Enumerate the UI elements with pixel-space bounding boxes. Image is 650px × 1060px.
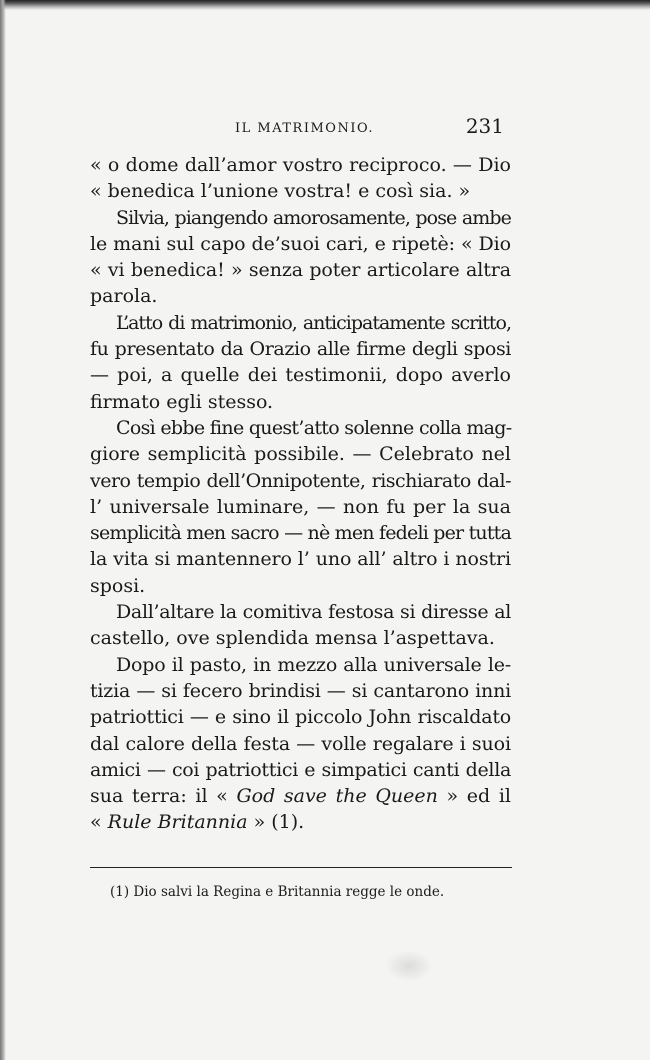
text-line: giore semplicità possibile. — Celebrato nel bbox=[90, 443, 511, 466]
song-title-italic: God save the Queen bbox=[236, 785, 438, 808]
footnote-rule bbox=[90, 867, 512, 868]
text-line: tizia — si fecero brindisi — si cantarono inni bbox=[90, 679, 511, 702]
page-left-shadow bbox=[0, 0, 6, 1060]
text-line: L’atto di matrimonio, anticipatamente scritto, bbox=[116, 311, 511, 334]
text-segment: sua terra: il « bbox=[90, 785, 228, 808]
text-line: « benedica l’unione vostra! e così sia. » bbox=[90, 180, 471, 203]
song-title-italic: Rule Britannia bbox=[107, 811, 248, 834]
text-line: sposi. bbox=[90, 574, 146, 597]
running-title: IL MATRIMONIO. bbox=[235, 121, 374, 136]
text-line: Dopo il pasto, in mezzo alla universale le- bbox=[116, 653, 511, 676]
text-line-mixed bbox=[90, 783, 511, 809]
text-line: parola. bbox=[90, 285, 158, 308]
text-segment: » ed il bbox=[446, 785, 512, 808]
text-line: fu presentato da Orazio alle firme degli sposi bbox=[90, 338, 511, 361]
text-line: la vita si mantennero l’ uno all’ altro i nostri bbox=[90, 548, 511, 571]
text-line: l’ universale luminare, — non fu per la sua bbox=[90, 495, 511, 518]
text-line-mixed bbox=[90, 809, 511, 835]
text-segment: » (1). bbox=[253, 811, 305, 834]
text-segment: « bbox=[90, 811, 102, 834]
text-line: firmato egli stesso. bbox=[90, 390, 274, 413]
text-line: le mani sul capo de’suoi cari, e ripetè: « Dio bbox=[90, 232, 511, 255]
footnote: (1) Dio salvi la Regina e Britannia regge le onde. bbox=[110, 884, 445, 900]
text-line: Così ebbe fine quest’atto solenne colla mag- bbox=[116, 416, 512, 439]
text-line: vero tempio dell’Onnipotente, rischiarato dal- bbox=[90, 469, 511, 492]
body-text bbox=[90, 152, 511, 836]
page-top-shadow bbox=[0, 0, 650, 10]
text-line: semplicità men sacro — nè men fedeli per tutta bbox=[90, 522, 512, 545]
text-line: dal calore della festa — volle regalare i suoi bbox=[90, 732, 511, 755]
text-line: « o dome dall’amor vostro reciproco. — Dio bbox=[90, 154, 511, 176]
paper-smudge bbox=[385, 950, 433, 982]
text-line: Dall’altare la comitiva festosa si diresse al bbox=[116, 601, 511, 624]
page-number: 231 bbox=[465, 114, 504, 138]
page-header bbox=[90, 112, 510, 142]
text-line: castello, ove splendida mensa l’aspettava. bbox=[90, 627, 495, 650]
text-line: amici — coi patriottici e simpatici canti della bbox=[90, 758, 511, 781]
text-line: « vi benedica! » senza poter articolare altra bbox=[90, 259, 511, 282]
text-line: patriottici — e sino il piccolo John riscaldato bbox=[90, 706, 511, 729]
text-line: Silvia, piangendo amorosamente, pose ambe bbox=[116, 206, 511, 229]
text-line: — poi, a quelle dei testimonii, dopo averlo bbox=[90, 364, 511, 387]
